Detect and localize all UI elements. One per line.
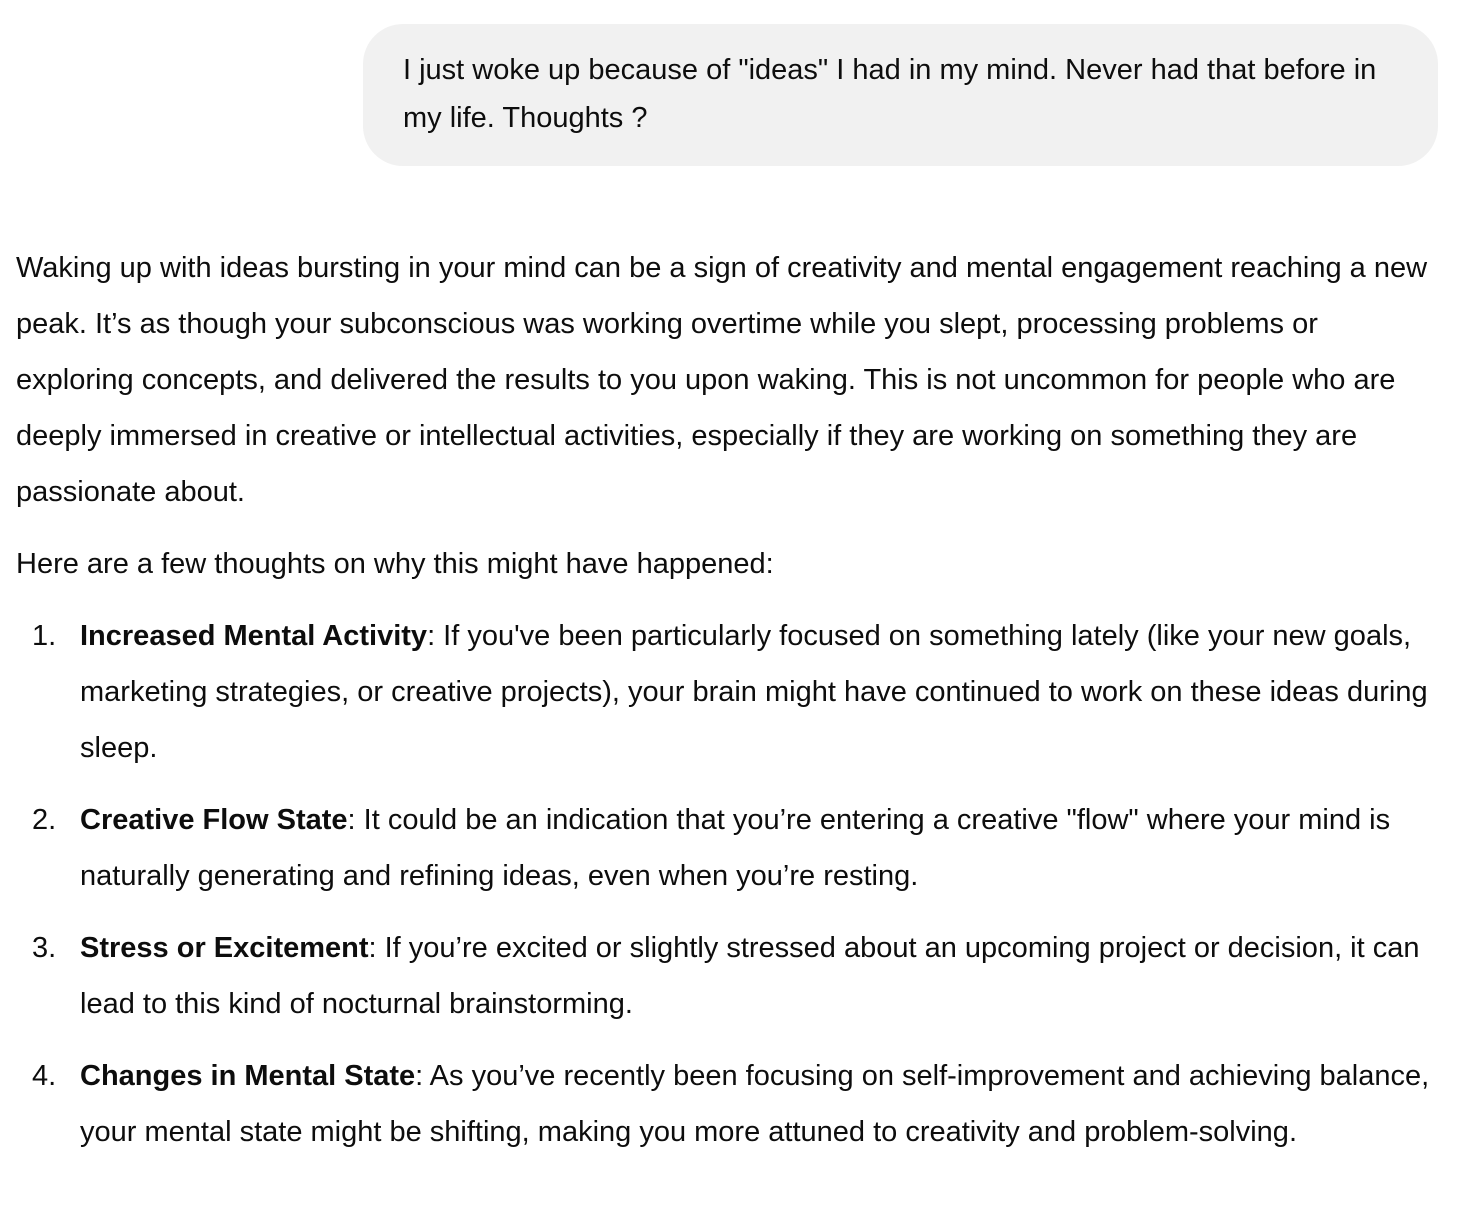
list-item-number: 1. xyxy=(32,620,57,652)
user-message-text: I just woke up because of "ideas" I had in my mind. Never had that before in my life. Thoughts ? xyxy=(403,54,1377,134)
user-message-bubble xyxy=(363,24,1438,166)
list-item-text: : As you’ve recently been focusing on self-improvement and achieving balance, your mental state might be shifting, making you more attuned to creativity and problem-solving. xyxy=(80,1060,1430,1148)
list-item-number: 2. xyxy=(32,804,57,836)
list-item-text: : It could be an indication that you’re entering a creative "flow" where your mind is naturally generating and refining ideas, even when you’re resting. xyxy=(80,804,1391,892)
list-item-number: 4. xyxy=(32,1060,57,1092)
assistant-message xyxy=(16,240,1440,1176)
list-item-text: : If you’re excited or slightly stressed about an upcoming project or decision, it can lead to this kind of nocturnal brainstorming. xyxy=(80,932,1420,1020)
assistant-list-intro: Here are a few thoughts on why this might have happened: xyxy=(16,548,774,580)
list-item xyxy=(16,608,1440,776)
list-item xyxy=(16,792,1440,904)
list-item xyxy=(16,920,1440,1032)
list-item-title: Changes in Mental State xyxy=(80,1060,416,1092)
list-item-number: 3. xyxy=(32,932,57,964)
list-item-title: Stress or Excitement xyxy=(80,932,369,964)
reasons-list xyxy=(16,608,1440,1160)
list-item-text: : If you've been particularly focused on something lately (like your new goals, marketing strategies, or creative projects), your brain might have continued to work on these ideas during sleep. xyxy=(80,620,1428,764)
user-message-row xyxy=(363,24,1438,166)
list-item xyxy=(16,1048,1440,1160)
assistant-paragraph: Waking up with ideas bursting in your mind can be a sign of creativity and mental engagement reaching a new peak. It’s as though your subconscious was working overtime while you slept, processing problems or exploring concepts, and delivered the results to you upon waking. This is not uncommon for people who are deeply immersed in creative or intellectual activities, especially if they are working on something they are passionate about. xyxy=(16,252,1428,508)
list-item-title: Increased Mental Activity xyxy=(80,620,428,652)
list-item-title: Creative Flow State xyxy=(80,804,348,836)
